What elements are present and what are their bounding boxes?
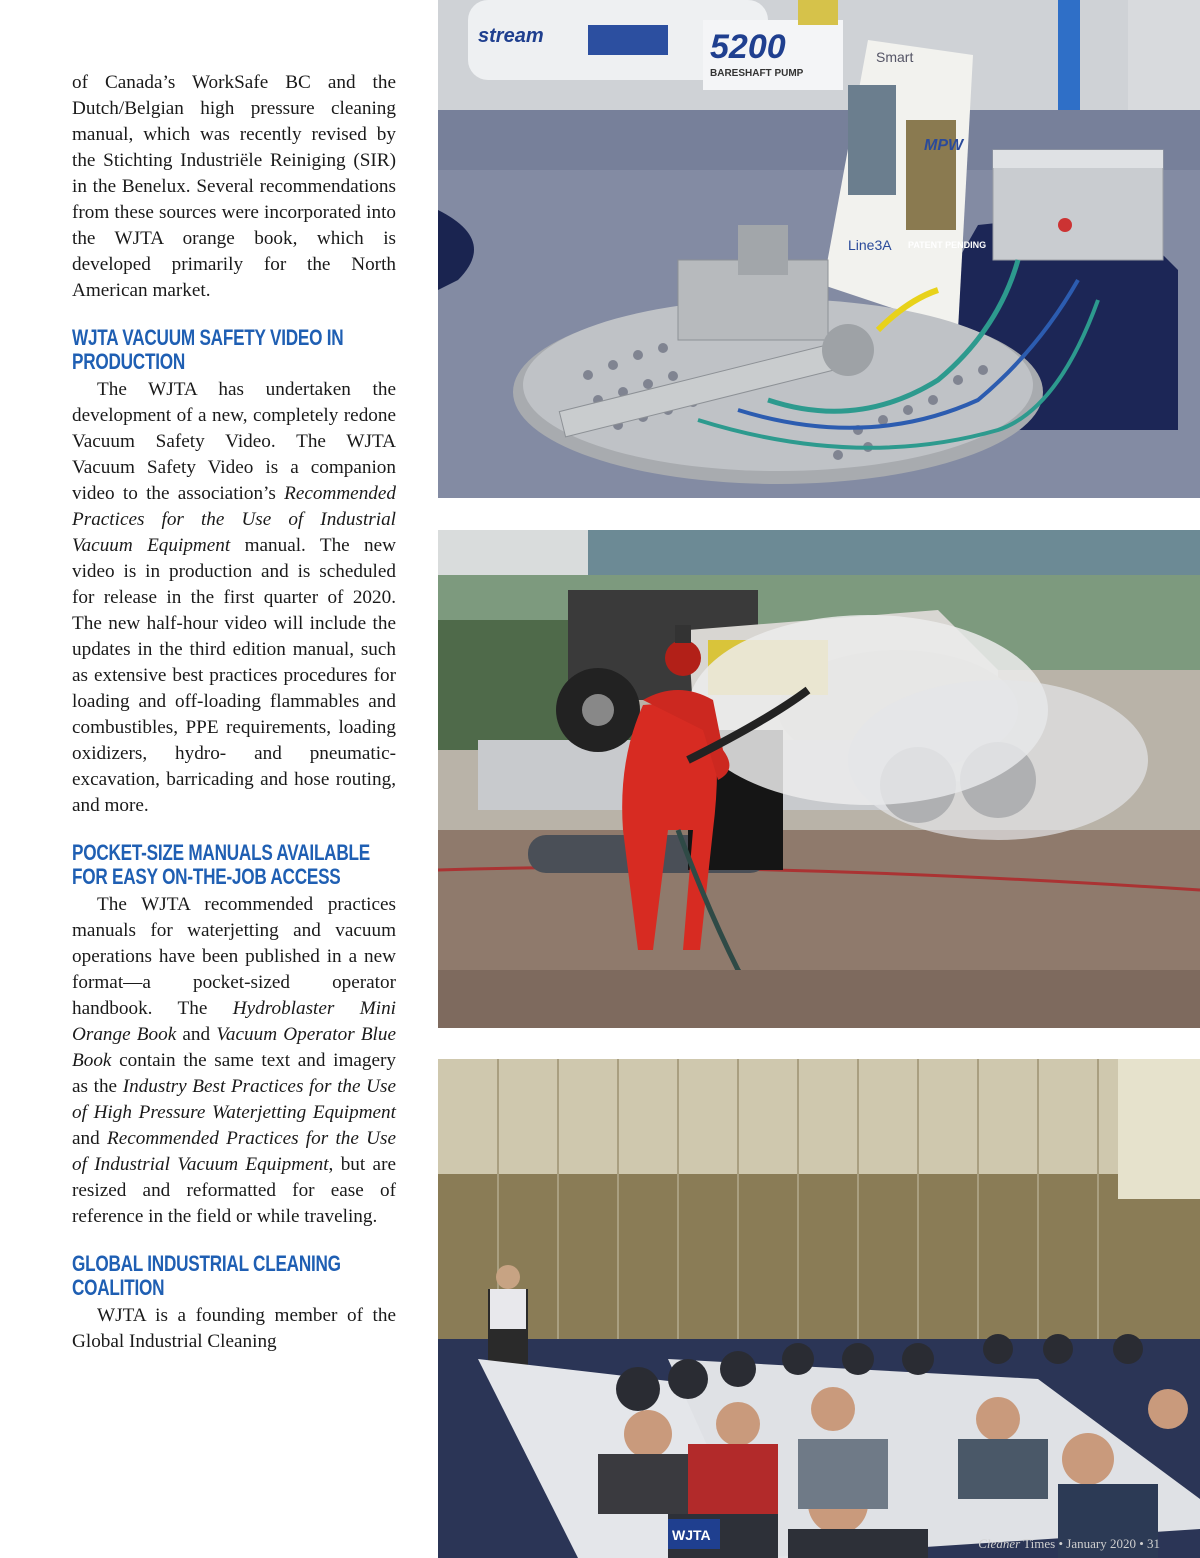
manual-title: Recommended Practices for the Use of Industrial Vacuum Equipment <box>72 483 396 556</box>
heading-pocket-manuals: POCKET-SIZE MANUALS AVAILABLE FOR EASY ON-THE-JOB ACCESS <box>72 840 370 889</box>
paragraph-intro: of Canada’s WorkSafe BC and the Dutch/Belgian high pressure cleaning manual, which was recently revised by the Stichting Industriële Reiniging (SIR) in the Benelux. Several recommendations from these sources were incorporated into the WJTA orange book, which is developed primarily for the North American market. <box>72 72 396 301</box>
article-column <box>72 70 396 1355</box>
book-title: Vacuum Operator Blue Book <box>72 1024 397 1071</box>
paragraph-pocket-manuals: The WJTA recommended practices manuals for waterjetting and vacuum operations have been published in a new format—a pocket-sized operator handbook. The Hydroblaster Mini Orange Book and Vacuum Operator Blue Book contain the same text and imagery as the Industry Best Practices for the Use of High Pressure Waterjetting Equipment and Recommended Practices for the Use of Industrial Vacuum Equipment, but are resized and reformatted for ease of reference in the field or while traveling. <box>72 894 397 1227</box>
poster-model: Line3A <box>848 237 892 253</box>
booth-banner-sub: BARESHAFT PUMP <box>710 68 804 79</box>
photo-seminar-room <box>438 1059 1200 1558</box>
poster-badge: PATENT PENDING <box>908 240 987 250</box>
poster-title: Smart <box>876 49 914 65</box>
footer-issue: Times • January 2020 • 31 <box>1020 1536 1160 1551</box>
heading-vacuum-video: WJTA VACUUM SAFETY VIDEO IN PRODUCTION <box>72 325 344 374</box>
booth-banner: 5200 <box>710 28 786 66</box>
paragraph-global-coalition: WJTA is a founding member of the Global Industrial Cleaning <box>72 1305 396 1352</box>
footer-brand: Cleaner <box>978 1536 1021 1551</box>
photo-tradeshow-booth <box>438 0 1200 498</box>
poster-logo: MPW <box>924 137 964 154</box>
book-title: Hydroblaster Mini Orange Book <box>72 998 396 1045</box>
paragraph-vacuum-video: The WJTA has undertaken the development of a new, completely redone Vacuum Safety Video. The WJTA Vacuum Safety Video is a companion video to the association’s Recommended Practices for the Use of Industrial Vacuum Equipment manual. The new video is in production and is scheduled for release in the first quarter of 2020. The new half-hour video will include the updates in the third edition manual, such as extensive best practices procedures for loading and off-loading flammables and combustibles, PPE requirements, loading oxidizers, hydro- and pneumatic-excavation, barricading and hose routing, and more. <box>72 379 396 816</box>
photo-waterjet-demo <box>438 530 1200 1028</box>
manual-title: Industry Best Practices for the Use of High Pressure Waterjetting Equipment <box>72 1076 396 1123</box>
brand-fragment: stream <box>478 25 544 47</box>
page-footer <box>978 1536 1160 1552</box>
binder-label: WJTA <box>672 1527 711 1543</box>
heading-global-coalition: GLOBAL INDUSTRIAL CLEANING COALITION <box>72 1251 341 1300</box>
manual-title: Recommended Practices for the Use of Industrial Vacuum Equipment <box>72 1128 396 1175</box>
